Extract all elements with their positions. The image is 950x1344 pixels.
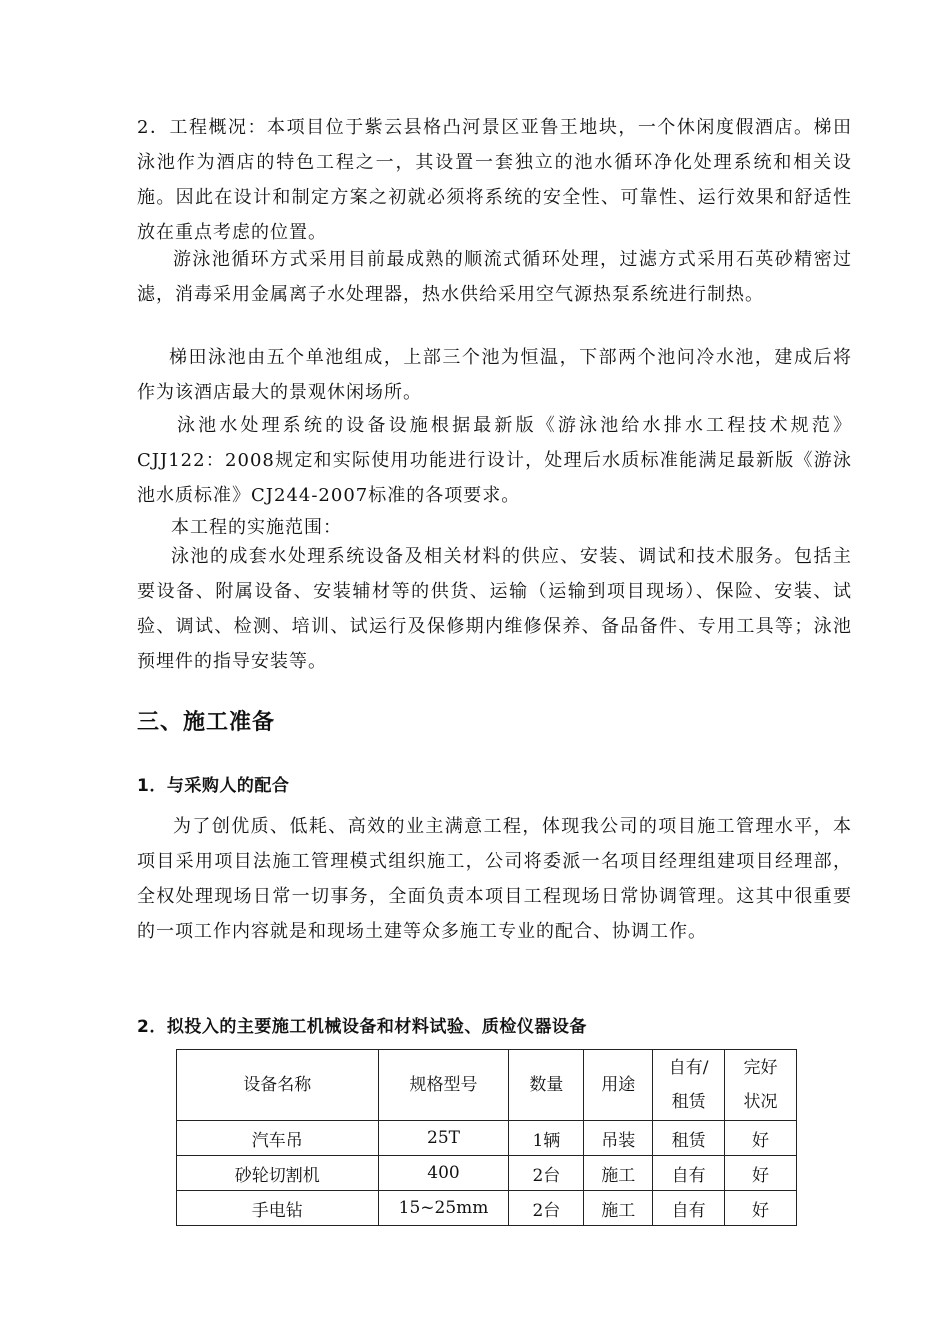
pool-composition-paragraph: 梯田泳池由五个单池组成，上部三个池为恒温，下部两个池问冷水池，建成后将作为该酒店最大的景观休闲场所。 (137, 347, 852, 403)
circulation-paragraph: 游泳池循环方式采用目前最成熟的顺流式循环处理，过滤方式采用石英砂精密过滤，消毒采用金属离子水处理器，热水供给采用空气源热泵系统进行制热。 (137, 249, 852, 305)
cell-spec: 400 (378, 1156, 509, 1191)
header-condition (725, 1050, 797, 1121)
standards-paragraph: 泳池水处理系统的设备设施根据最新版《游泳池给水排水工程技术规范》CJJ122：2008规定和实际使用功能进行设计，处理后水质标准能满足最新版《游泳池水质标准》CJ244-2007标准的各项要求。 (137, 415, 852, 506)
table-header-row (177, 1050, 797, 1121)
cell-use: 施工 (584, 1191, 653, 1226)
cell-name: 砂轮切割机 (177, 1156, 379, 1191)
cell-qty: 1辆 (509, 1121, 584, 1156)
header-owned-leased-line2: 租赁 (671, 1092, 706, 1112)
cell-cond: 好 (725, 1156, 797, 1191)
header-owned-leased (653, 1050, 725, 1121)
header-usage: 用途 (584, 1050, 653, 1121)
header-condition-line2: 状况 (743, 1092, 778, 1112)
equipment-table (176, 1049, 797, 1226)
header-equipment-name: 设备名称 (177, 1050, 379, 1121)
cell-use: 吊装 (584, 1121, 653, 1156)
cell-spec: 15~25mm (378, 1191, 509, 1226)
subheading-equipment: 2．拟投入的主要施工机械设备和材料试验、质检仪器设备 (137, 1017, 587, 1037)
cell-cond: 好 (725, 1191, 797, 1226)
header-condition-line1: 完好 (743, 1058, 778, 1078)
cell-own: 自有 (653, 1156, 725, 1191)
header-quantity: 数量 (509, 1050, 584, 1121)
header-spec-model: 规格型号 (378, 1050, 509, 1121)
scope-paragraph: 泳池的成套水处理系统设备及相关材料的供应、安装、调试和技术服务。包括主要设备、附属设备、安装辅材等的供货、运输（运输到项目现场）、保险、安装、试验、调试、检测、培训、试运行及保修期内维修保养、备品备件、专用工具等；泳池预埋件的指导安装等。 (137, 546, 852, 672)
section-heading-construction-prep: 三、施工准备 (137, 710, 276, 735)
subheading-purchaser-cooperation: 1．与采购人的配合 (137, 776, 290, 796)
scope-label: 本工程的实施范围： (171, 517, 342, 538)
table-row (177, 1156, 797, 1191)
cell-cond: 好 (725, 1121, 797, 1156)
cell-spec: 25T (378, 1121, 509, 1156)
cooperation-paragraph: 为了创优质、低耗、高效的业主满意工程，体现我公司的项目施工管理水平，本项目采用项目法施工管理模式组织施工，公司将委派一名项目经理组建项目经理部，全权处理现场日常一切事务，全面负责本项目工程现场日常协调管理。这其中很重要的一项工作内容就是和现场土建等众多施工专业的配合、协调工作。 (137, 816, 852, 942)
cell-name: 手电钻 (177, 1191, 379, 1226)
header-owned-leased-line1: 自有/ (668, 1058, 709, 1078)
cell-qty: 2台 (509, 1156, 584, 1191)
project-overview-paragraph: 2．工程概况：本项目位于紫云县格凸河景区亚鲁王地块，一个休闲度假酒店。梯田泳池作为酒店的特色工程之一，其设置一套独立的池水循环净化处理系统和相关设施。因此在设计和制定方案之初就必须将系统的安全性、可靠性、运行效果和舒适性放在重点考虑的位置。 (137, 117, 852, 243)
table-row (177, 1191, 797, 1226)
cell-qty: 2台 (509, 1191, 584, 1226)
cell-own: 租赁 (653, 1121, 725, 1156)
cell-use: 施工 (584, 1156, 653, 1191)
cell-name: 汽车吊 (177, 1121, 379, 1156)
table-row (177, 1121, 797, 1156)
cell-own: 自有 (653, 1191, 725, 1226)
